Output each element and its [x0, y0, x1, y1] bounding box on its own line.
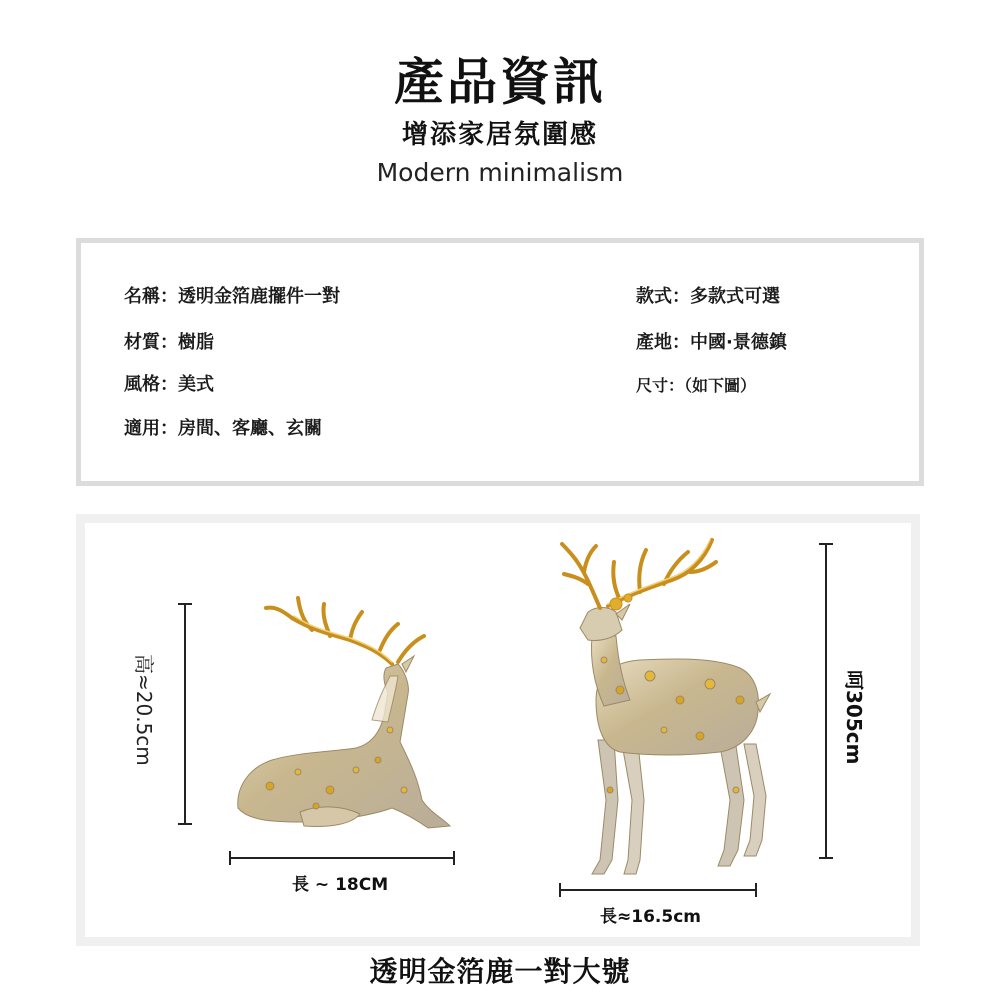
spec-style-options: 款式：多款式可選	[636, 286, 780, 307]
page-tagline: Modern minimalism	[376, 158, 624, 187]
spec-size: 尺寸：（如下圖）	[636, 376, 757, 395]
spec-material: 材質：樹脂	[124, 332, 214, 353]
page-title: 產品資訊	[394, 53, 606, 111]
spec-origin: 產地：中國·景德鎮	[636, 332, 787, 353]
large-deer	[562, 540, 770, 874]
small-deer-height-label: 高≈20.5cm	[132, 654, 156, 766]
spec-design-style: 風格：美式	[124, 374, 214, 395]
spec-usage: 適用：房間、客廳、玄關	[124, 418, 322, 439]
product-caption: 透明金箔鹿一對大號	[369, 955, 631, 988]
page-subtitle: 增添家居氛圍感	[401, 120, 598, 150]
large-deer-height-label: 呵305cm	[842, 670, 866, 765]
small-deer	[238, 598, 450, 828]
spec-name: 名稱：透明金箔鹿擺件一對	[124, 286, 340, 307]
small-deer-length-label: 長 ~ 18CM	[292, 875, 389, 895]
large-deer-length-label: 長≈16.5cm	[600, 907, 701, 927]
